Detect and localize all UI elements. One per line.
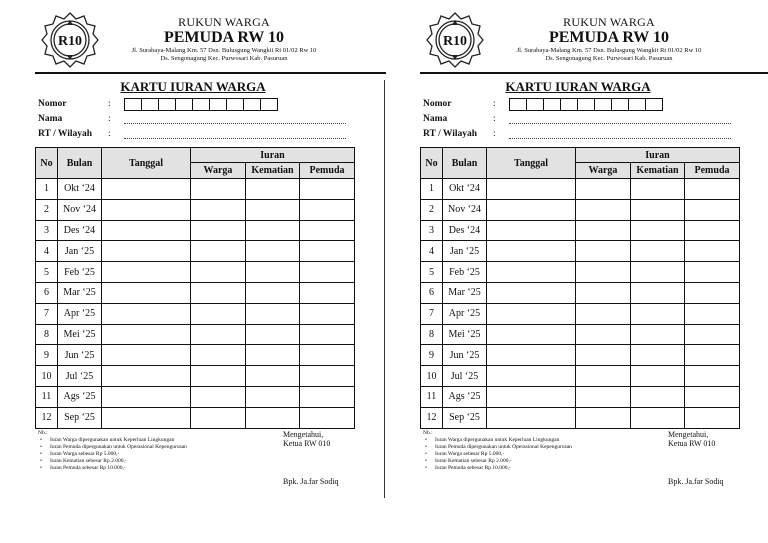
cell-warga[interactable] [576,366,631,387]
cell-kematian[interactable] [631,345,685,366]
cell-tanggal[interactable] [102,366,191,387]
cell-pemuda[interactable] [685,407,740,428]
cell-kematian[interactable] [631,303,685,324]
cell-no: 8 [421,324,443,345]
cell-no: 6 [421,282,443,303]
header-no: No [421,148,443,179]
cell-bulan: Okt ‘24 [443,179,487,200]
cell-warga[interactable] [576,282,631,303]
card-left [35,0,387,543]
cell-no: 3 [36,220,58,241]
cell-kematian[interactable] [246,179,300,200]
cell-no: 9 [36,345,58,366]
cell-warga[interactable] [576,345,631,366]
table-row [36,366,355,387]
cell-pemuda[interactable] [685,220,740,241]
nomor-colon: : [108,99,111,109]
cell-bulan: Feb ‘25 [58,262,102,283]
cell-pemuda[interactable] [685,282,740,303]
cell-warga[interactable] [576,303,631,324]
cell-tanggal[interactable] [102,220,191,241]
cell-pemuda[interactable] [300,366,355,387]
sign-ketua: Ketua RW 010 [283,439,331,448]
cell-tanggal[interactable] [487,386,576,407]
cell-kematian[interactable] [631,179,685,200]
table-row [36,199,355,220]
cell-kematian[interactable] [246,407,300,428]
cell-tanggal[interactable] [102,199,191,220]
cell-bulan: Mei ‘25 [443,324,487,345]
cell-pemuda[interactable] [685,262,740,283]
cell-pemuda[interactable] [685,303,740,324]
nomor-label: Nomor [423,99,452,109]
organization-name: PEMUDA RW 10 [163,29,285,46]
table-row [36,324,355,345]
header-block [110,16,338,63]
signer-name: Bpk. Ja.far Sodiq [668,477,724,486]
header-rule [420,72,768,74]
header-no: No [36,148,58,179]
cell-warga[interactable] [191,407,246,428]
table-row [421,407,740,428]
cell-warga[interactable] [191,303,246,324]
table-row [421,241,740,262]
table-row [421,345,740,366]
table-row [421,282,740,303]
header-kematian: Kematian [631,163,685,179]
nama-field[interactable] [509,113,731,124]
nomor-boxes[interactable] [509,98,663,111]
header-bulan: Bulan [58,148,102,179]
cell-pemuda[interactable] [300,199,355,220]
header-tanggal: Tanggal [487,148,576,179]
cell-no: 4 [36,241,58,262]
cell-tanggal[interactable] [487,179,576,200]
address-line-1: Jl. Surabaya-Malang Km. 57 Dsn. Bulusgung Wangkit Rt 01/02 Rw 10 [516,47,702,54]
header-rule [35,72,386,74]
payment-table [35,147,355,429]
cell-pemuda[interactable] [300,282,355,303]
rt-wilayah-field[interactable] [124,128,346,139]
cell-pemuda[interactable] [300,386,355,407]
cell-kematian[interactable] [631,282,685,303]
cell-kematian[interactable] [631,324,685,345]
table-row [421,179,740,200]
cell-no: 12 [36,407,58,428]
cell-tanggal[interactable] [487,262,576,283]
cell-bulan: Ags ‘25 [58,386,102,407]
card-title: KARTU IURAN WARGA [120,79,266,94]
cell-kematian[interactable] [246,220,300,241]
nomor-label: Nomor [38,99,67,109]
rukun-warga-label: RUKUN WARGA [178,15,270,29]
header-bulan: Bulan [443,148,487,179]
cell-tanggal[interactable] [487,345,576,366]
organization-name: PEMUDA RW 10 [548,29,670,46]
cell-tanggal[interactable] [487,366,576,387]
cell-bulan: Nov ‘24 [58,199,102,220]
cell-warga[interactable] [191,241,246,262]
table-row [421,262,740,283]
note-item: • Iuran Kematian sebesar Rp 2.000,- [435,458,572,465]
cell-no: 12 [421,407,443,428]
nama-label: Nama [423,114,448,124]
cut-divider [384,80,385,498]
cell-warga[interactable] [191,199,246,220]
cell-warga[interactable] [191,179,246,200]
cell-bulan: Jun ‘25 [58,345,102,366]
cell-tanggal[interactable] [102,386,191,407]
nama-field[interactable] [124,113,346,124]
cell-bulan: Jan ‘25 [443,241,487,262]
table-row [36,179,355,200]
cell-tanggal[interactable] [487,303,576,324]
cell-warga[interactable] [576,386,631,407]
cell-no: 5 [36,262,58,283]
table-row [36,220,355,241]
cell-tanggal[interactable] [102,345,191,366]
cell-bulan: Jun ‘25 [443,345,487,366]
cell-warga[interactable] [576,407,631,428]
table-row [421,324,740,345]
cell-warga[interactable] [576,241,631,262]
rt-colon: : [108,129,111,139]
notes-block [423,430,572,472]
cell-pemuda[interactable] [685,324,740,345]
cell-pemuda[interactable] [300,407,355,428]
cell-tanggal[interactable] [102,179,191,200]
cell-tanggal[interactable] [487,407,576,428]
note-item: • Iuran Pemuda dipergunakan untuk Operasional Kepengurusan [435,444,572,451]
cell-kematian[interactable] [631,262,685,283]
cell-tanggal[interactable] [487,220,576,241]
note-item: • Iuran Warga sebesar Rp 5.000,- [50,451,187,458]
note-item: • Iuran Pemuda dipergunakan untuk Operasional Kepengurusan [50,444,187,451]
note-item: • Iuran Warga sebesar Rp 5.000,- [435,451,572,458]
note-item: • Iuran Kematian sebesar Rp 2.000,- [50,458,187,465]
nama-label: Nama [38,114,63,124]
table-row [36,345,355,366]
cell-pemuda[interactable] [300,262,355,283]
cell-no: 1 [36,179,58,200]
cell-kematian[interactable] [246,262,300,283]
table-row [421,303,740,324]
cell-bulan: Des ‘24 [443,220,487,241]
header-block [495,16,723,63]
nomor-boxes[interactable] [124,98,278,111]
cell-no: 9 [421,345,443,366]
sign-mengetahui: Mengetahui, [668,430,709,439]
svg-text:R10: R10 [442,34,468,49]
cell-pemuda[interactable] [300,345,355,366]
cell-pemuda[interactable] [685,345,740,366]
rt-wilayah-label: RT / Wilayah [423,129,478,139]
cell-kematian[interactable] [631,199,685,220]
cell-kematian[interactable] [246,324,300,345]
nomor-colon: : [493,99,496,109]
rukun-warga-label: RUKUN WARGA [563,15,655,29]
cell-warga[interactable] [576,179,631,200]
cell-tanggal[interactable] [102,324,191,345]
signature-block [668,430,715,448]
cell-pemuda[interactable] [300,179,355,200]
card-title: KARTU IURAN WARGA [505,79,651,94]
note-item: • Iuran Warga dipergunakan untuk Keperluan Lingkungan [435,437,572,444]
table-row [421,199,740,220]
cell-warga[interactable] [191,324,246,345]
cell-no: 11 [36,386,58,407]
cell-pemuda[interactable] [300,241,355,262]
cell-pemuda[interactable] [685,386,740,407]
cell-warga[interactable] [576,199,631,220]
header-kematian: Kematian [246,163,300,179]
cell-no: 4 [421,241,443,262]
cell-bulan: Mar ‘25 [443,282,487,303]
cell-pemuda[interactable] [685,366,740,387]
cell-tanggal[interactable] [487,241,576,262]
cell-kematian[interactable] [631,407,685,428]
table-row [421,366,740,387]
signature-block [283,430,330,448]
cell-warga[interactable] [576,220,631,241]
rw10-logo [425,10,485,70]
cell-no: 11 [421,386,443,407]
cell-tanggal[interactable] [487,282,576,303]
nama-colon: : [493,114,496,124]
cell-warga[interactable] [191,262,246,283]
address-line-2: Ds. Sengonagung Kec. Purwosari Kab. Pasuruan [545,55,673,62]
cell-bulan: Sep ‘25 [58,407,102,428]
table-row [36,303,355,324]
cell-bulan: Des ‘24 [58,220,102,241]
rt-wilayah-label: RT / Wilayah [38,129,93,139]
header-iuran: Iuran [191,148,355,163]
cell-kematian[interactable] [246,303,300,324]
card-right [420,0,768,543]
cell-kematian[interactable] [246,199,300,220]
cell-bulan: Mei ‘25 [58,324,102,345]
header-warga: Warga [191,163,246,179]
cell-pemuda[interactable] [685,199,740,220]
cell-no: 1 [421,179,443,200]
cell-no: 10 [36,366,58,387]
cell-kematian[interactable] [246,241,300,262]
cell-no: 3 [421,220,443,241]
payment-table [420,147,740,429]
header-warga: Warga [576,163,631,179]
cell-kematian[interactable] [246,366,300,387]
rt-wilayah-field[interactable] [509,128,731,139]
cell-no: 6 [36,282,58,303]
cell-warga[interactable] [191,366,246,387]
notes-label: Nb.: [38,430,48,436]
note-item: • Iuran Pemuda sebesar Rp 10.000,- [435,465,572,472]
table-row [36,282,355,303]
cell-warga[interactable] [576,262,631,283]
cell-tanggal[interactable] [102,282,191,303]
cell-bulan: Apr ‘25 [58,303,102,324]
cell-bulan: Apr ‘25 [443,303,487,324]
cell-warga[interactable] [191,386,246,407]
cell-kematian[interactable] [631,386,685,407]
header-iuran: Iuran [576,148,740,163]
sign-mengetahui: Mengetahui, [283,430,324,439]
cell-bulan: Jul ‘25 [443,366,487,387]
cell-warga[interactable] [191,220,246,241]
table-row [36,262,355,283]
sign-ketua: Ketua RW 010 [668,439,716,448]
svg-text:R10: R10 [57,34,83,49]
cell-tanggal[interactable] [487,324,576,345]
header-pemuda: Pemuda [685,163,740,179]
cell-bulan: Jul ‘25 [58,366,102,387]
cell-bulan: Sep ‘25 [443,407,487,428]
cell-bulan: Mar ‘25 [58,282,102,303]
notes-block [38,430,187,472]
table-row [421,220,740,241]
cell-bulan: Jan ‘25 [58,241,102,262]
note-item: • Iuran Warga dipergunakan untuk Keperluan Lingkungan [50,437,187,444]
table-row [36,241,355,262]
cell-pemuda[interactable] [685,179,740,200]
cell-no: 2 [36,199,58,220]
cell-no: 7 [421,303,443,324]
cell-warga[interactable] [191,282,246,303]
notes-label: Nb.: [423,430,433,436]
cell-no: 8 [36,324,58,345]
cell-kematian[interactable] [246,386,300,407]
cell-warga[interactable] [576,324,631,345]
cell-tanggal[interactable] [102,262,191,283]
table-row [421,386,740,407]
cell-pemuda[interactable] [300,324,355,345]
cell-kematian[interactable] [631,220,685,241]
rt-colon: : [493,129,496,139]
cell-kematian[interactable] [246,345,300,366]
cell-pemuda[interactable] [685,241,740,262]
header-tanggal: Tanggal [102,148,191,179]
cell-tanggal[interactable] [102,241,191,262]
cell-no: 2 [421,199,443,220]
cell-pemuda[interactable] [300,303,355,324]
cell-no: 5 [421,262,443,283]
cell-tanggal[interactable] [102,407,191,428]
cell-tanggal[interactable] [102,303,191,324]
signer-name: Bpk. Ja.far Sodiq [283,477,339,486]
header-pemuda: Pemuda [300,163,355,179]
table-row [36,386,355,407]
cell-bulan: Ags ‘25 [443,386,487,407]
nama-colon: : [108,114,111,124]
note-item: • Iuran Pemuda sebesar Rp 10.000,- [50,465,187,472]
address-line-1: Jl. Surabaya-Malang Km. 57 Dsn. Bulusgung Wangkit Rt 01/02 Rw 10 [131,47,317,54]
cell-kematian[interactable] [246,282,300,303]
cell-warga[interactable] [191,345,246,366]
cell-tanggal[interactable] [487,199,576,220]
address-line-2: Ds. Sengonagung Kec. Purwosari Kab. Pasuruan [160,55,288,62]
cell-bulan: Feb ‘25 [443,262,487,283]
cell-bulan: Nov ‘24 [443,199,487,220]
table-row [36,407,355,428]
cell-kematian[interactable] [631,366,685,387]
cell-kematian[interactable] [631,241,685,262]
cell-bulan: Okt ‘24 [58,179,102,200]
cell-no: 10 [421,366,443,387]
cell-no: 7 [36,303,58,324]
rw10-logo [40,10,100,70]
cell-pemuda[interactable] [300,220,355,241]
